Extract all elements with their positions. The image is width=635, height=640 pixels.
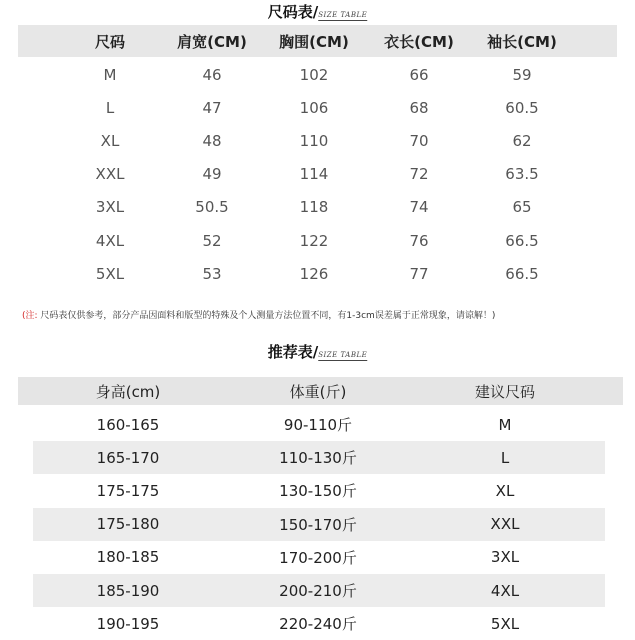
recommend-cell-size: XL <box>495 481 515 500</box>
size-chart-title-text: 尺码表/ <box>267 3 319 21</box>
size-cell-size: 5XL <box>95 264 125 283</box>
size-cell-length: 76 <box>409 231 429 250</box>
size-cell-shoulder: 53 <box>202 264 222 283</box>
recommend-chart-title <box>0 341 635 362</box>
size-cell-shoulder: 50.5 <box>195 198 229 217</box>
size-cell-shoulder: 49 <box>202 165 222 184</box>
size-cell-sleeve: 59 <box>512 65 532 84</box>
size-chart-subtitle: SIZE TABLE <box>318 11 368 19</box>
recommend-cell-weight: 220-240斤 <box>279 615 357 634</box>
recommend-cell-weight: 110-130斤 <box>279 449 357 468</box>
size-cell-chest: 118 <box>299 198 329 217</box>
size-cell-length: 66 <box>409 65 429 84</box>
recommend-cell-weight: 170-200斤 <box>279 548 357 567</box>
size-cell-chest: 110 <box>299 131 329 150</box>
size-cell-sleeve: 66.5 <box>505 264 539 283</box>
recommend-chart-subtitle: SIZE TABLE <box>318 351 368 359</box>
size-table-row <box>18 158 617 191</box>
recommend-cell-height: 175-175 <box>96 481 160 500</box>
size-cell-chest: 102 <box>299 65 329 84</box>
recommend-table-row <box>33 508 605 541</box>
size-table-row <box>18 58 617 91</box>
recommend-cell-weight: 130-150斤 <box>279 482 357 501</box>
size-cell-size: 4XL <box>95 231 125 250</box>
note-text: 尺码表仅供参考，部分产品因面料和版型的特殊及个人测量方法位置不同，有1-3cm误差属于正常现象，请谅解！) <box>37 311 496 321</box>
recommend-cell-size: M <box>498 415 512 434</box>
recommend-table-row <box>33 541 605 574</box>
size-cell-chest: 126 <box>299 264 329 283</box>
recommend-chart-title-text: 推荐表/ <box>267 343 319 361</box>
size-cell-shoulder: 46 <box>202 65 222 84</box>
recommend-cell-height: 190-195 <box>96 614 160 633</box>
size-cell-chest: 114 <box>299 165 329 184</box>
size-table-row <box>18 191 617 224</box>
size-table-row <box>18 224 617 257</box>
recommend-table-row <box>33 441 605 474</box>
size-cell-length: 68 <box>409 98 429 117</box>
recommend-cell-weight: 90-110斤 <box>283 416 353 434</box>
size-cell-shoulder: 48 <box>202 131 222 150</box>
size-table-row <box>18 257 617 290</box>
recommend-cell-size: 5XL <box>490 614 520 633</box>
size-cell-shoulder: 52 <box>202 231 222 250</box>
recommend-cell-height: 185-190 <box>96 581 160 600</box>
size-cell-size: XXL <box>95 165 125 184</box>
size-cell-length: 77 <box>409 264 429 283</box>
recommend-cell-weight: 150-170斤 <box>279 515 357 534</box>
size-cell-sleeve: 60.5 <box>505 98 539 117</box>
recommend-cell-size: XXL <box>490 515 520 534</box>
size-cell-size: M <box>103 65 117 84</box>
recommend-cell-height: 160-165 <box>96 415 160 434</box>
recommend-header-size: 建议尺码 <box>474 382 536 401</box>
recommend-table-row <box>33 574 605 607</box>
size-cell-size: 3XL <box>95 198 125 217</box>
recommend-cell-height: 175-180 <box>96 515 160 534</box>
recommend-cell-height: 180-185 <box>96 548 160 567</box>
size-cell-size: L <box>105 98 115 117</box>
size-cell-chest: 106 <box>299 98 329 117</box>
size-table-row <box>18 124 617 157</box>
size-cell-length: 70 <box>409 131 429 150</box>
recommend-cell-size: L <box>500 448 510 467</box>
recommend-table-row <box>33 408 605 441</box>
size-cell-sleeve: 62 <box>512 131 532 150</box>
size-cell-length: 72 <box>409 165 429 184</box>
size-header-shoulder: 肩宽(CM) <box>177 32 247 51</box>
size-table-row <box>18 91 617 124</box>
recommend-table-row <box>33 474 605 507</box>
size-cell-size: XL <box>100 131 120 150</box>
size-cell-chest: 122 <box>299 231 329 250</box>
size-header-chest: 胸围(CM) <box>279 32 349 51</box>
size-cell-shoulder: 47 <box>202 98 222 117</box>
recommend-cell-size: 3XL <box>490 548 520 567</box>
size-header-length: 衣长(CM) <box>384 32 454 51</box>
size-chart-title <box>0 1 635 22</box>
size-cell-sleeve: 66.5 <box>505 231 539 250</box>
recommend-header-weight: 体重(斤) <box>289 382 347 401</box>
recommend-cell-height: 165-170 <box>96 448 160 467</box>
size-cell-sleeve: 65 <box>512 198 532 217</box>
size-header-size: 尺码 <box>94 32 126 51</box>
recommend-cell-size: 4XL <box>490 581 520 600</box>
size-header-sleeve: 袖长(CM) <box>487 32 557 51</box>
recommend-table-row <box>33 607 605 640</box>
size-cell-sleeve: 63.5 <box>505 165 539 184</box>
recommend-chart-header <box>18 377 623 405</box>
size-cell-length: 74 <box>409 198 429 217</box>
recommend-cell-weight: 200-210斤 <box>279 582 357 600</box>
size-note <box>22 308 622 321</box>
recommend-header-height: 身高(cm) <box>95 382 161 401</box>
size-chart-header <box>18 25 617 57</box>
note-prefix: (注: <box>22 311 38 321</box>
